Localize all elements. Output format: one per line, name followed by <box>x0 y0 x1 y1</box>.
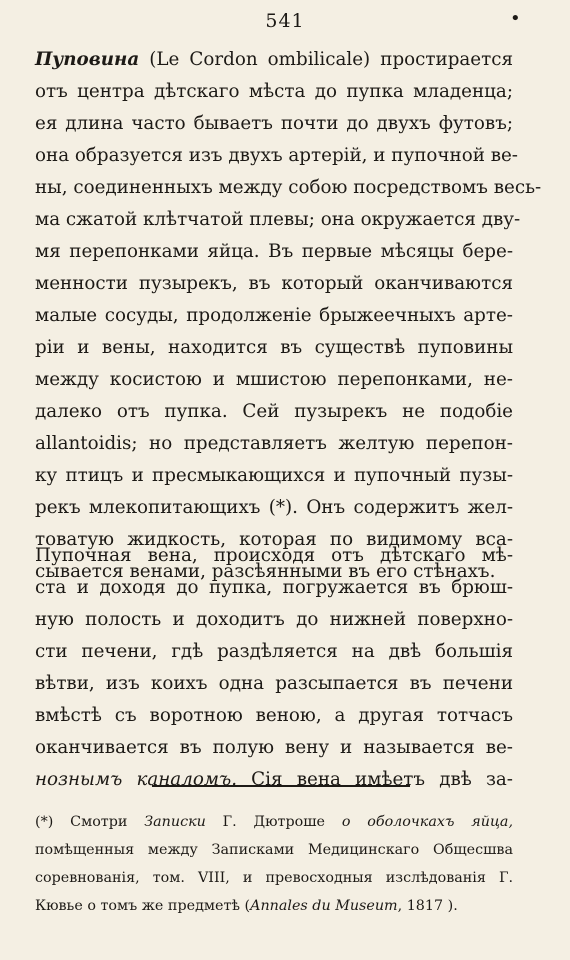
text-line: вѣтви, изъ коихъ одна разсыпается въ печени <box>35 673 513 694</box>
lead-term: Пуповина <box>35 49 140 70</box>
text-line: сти печени, гдѣ раздѣляется на двѣ большія <box>35 641 513 662</box>
text-line: ма сжатой клѣтчатой плевы; она окружается дву- <box>35 209 521 230</box>
page-number: 541 <box>265 10 305 32</box>
footnote-text: (*) Смотри <box>35 814 145 830</box>
text-line: ную полость и доходитъ до нижней поверхно- <box>35 609 513 630</box>
text-line: ста и доходя до пупка, погружается въ брюш- <box>35 577 513 598</box>
text-line: малые сосуды, продолженіе брыжеечныхъ арте- <box>35 305 513 326</box>
footnote-italic: Annales du Museum <box>250 898 398 914</box>
text-line: Пупочная вена, происходя отъ дѣтскаго мѣ- <box>35 545 513 566</box>
footnote-line <box>35 892 513 920</box>
paragraph-umbilical-cord <box>35 44 542 588</box>
line-text: Сія вена имѣетъ двѣ за- <box>237 769 513 790</box>
text-line: ны, соединенныхъ между собою посредствомъ весь- <box>35 177 542 198</box>
footnote <box>35 808 513 920</box>
text-line: отъ центра дѣтскаго мѣста до пупка младенца; <box>35 81 513 102</box>
footnote-divider <box>152 785 410 787</box>
footnote-text: Г. Дютроше <box>205 814 342 830</box>
text-line: мя перепонками яйца. Въ первые мѣсяцы бере- <box>35 241 513 262</box>
text-line: вмѣстѣ съ воротною веною, а другая тотчасъ <box>35 705 513 726</box>
footnote-text: Кювье о томъ же предметѣ ( <box>35 898 251 914</box>
paragraph-umbilical-vein <box>35 540 513 796</box>
footnote-line: помѣщенныя между Записками Медицинскаго Общесшва <box>35 842 513 858</box>
footnote-line: соревнованія, том. VIII, и превосходныя изслѣдованія Г. <box>35 870 513 886</box>
footnote-text: , 1817 ). <box>397 898 458 914</box>
line-text: (Le Cordon ombilicale) простирается <box>139 49 513 70</box>
text-line: ріи и вены, находится въ существѣ пуповины <box>35 337 513 358</box>
text-line: товатую жидкость, которая по видимому вса- <box>35 529 513 550</box>
text-line <box>35 44 513 76</box>
text-line: она образуется изъ двухъ артерій, и пупочной ве- <box>35 145 518 166</box>
corner-mark: • <box>510 8 521 29</box>
text-line: ку птицъ и пресмыкающихся и пупочный пузы- <box>35 465 513 486</box>
footnote-italic: о оболочкахъ яйца, <box>341 814 513 830</box>
text-line: между косистою и мшистою перепонками, не- <box>35 369 513 390</box>
text-line <box>35 764 513 796</box>
footnote-line <box>35 808 513 836</box>
text-line: оканчивается въ полую вену и называется ве- <box>35 737 513 758</box>
text-line: ея длина часто бываетъ почти до двухъ футовъ; <box>35 113 513 134</box>
text-line: менности пузырекъ, въ который оканчиваются <box>35 273 513 294</box>
text-line: allantoidis; но представляетъ желтую перепон- <box>35 433 513 454</box>
text-line: далеко отъ пупка. Сей пузырекъ не подобіе <box>35 401 513 422</box>
italic-term: нознымъ каналомъ. <box>35 769 238 790</box>
footnote-italic: Записки <box>144 814 206 830</box>
text-line: сывается венами, разсѣянными въ его стѣнахъ. <box>35 561 496 582</box>
text-line: рекъ млекопитающихъ (*). Онъ содержитъ жел- <box>35 497 513 518</box>
